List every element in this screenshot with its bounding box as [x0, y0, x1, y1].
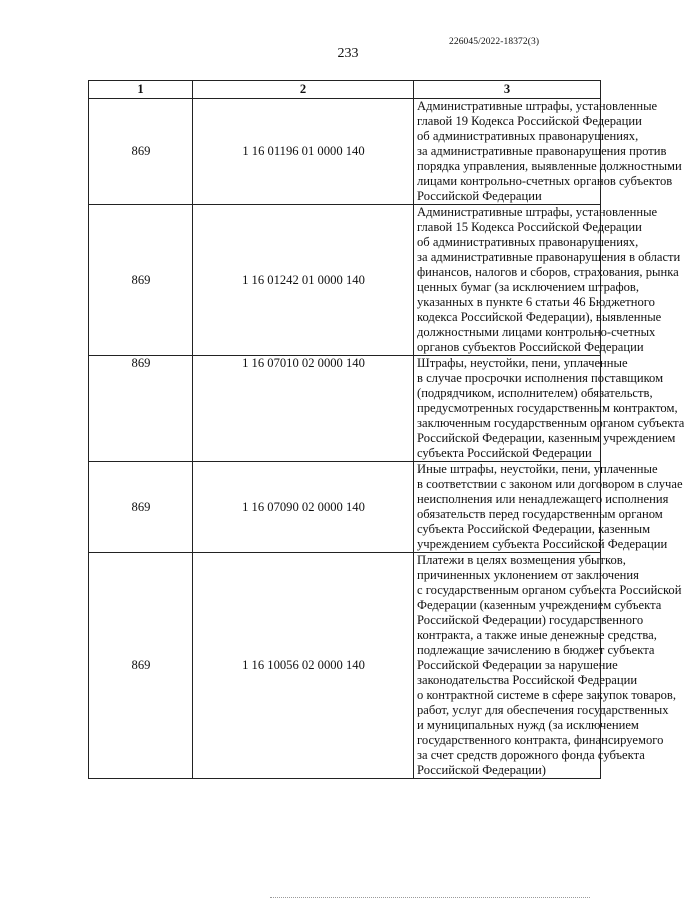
description-line: лицами контрольно-счетных органов субъектов — [417, 174, 673, 188]
description-line: законодательства Российской Федерации — [417, 673, 638, 687]
description-line: главой 15 Кодекса Российской Федерации — [417, 220, 642, 234]
description-line: указанных в пункте 6 статьи 46 Бюджетного — [417, 295, 655, 309]
table-header-row — [89, 81, 601, 99]
description-cell — [414, 462, 683, 553]
table-row — [89, 462, 601, 553]
admin-code-cell: 869 — [89, 205, 193, 356]
description-line: Федерации (казенным учреждением субъекта — [417, 598, 662, 612]
description-line: ценных бумаг (за исключением штрафов, — [417, 280, 640, 294]
admin-code-cell: 869 — [89, 356, 193, 462]
description-line: учреждением субъекта Российской Федерации — [417, 537, 668, 551]
admin-code-cell: 869 — [89, 99, 193, 205]
table-row — [89, 356, 601, 462]
table-row — [89, 205, 601, 356]
description-line: государственного контракта, финансируемого — [417, 733, 664, 747]
description-cell — [414, 99, 682, 205]
description-line: в соответствии с законом или договором в случае — [417, 477, 683, 491]
description-line: с государственным органом субъекта Российской — [417, 583, 682, 597]
description-line: Российской Федерации — [417, 189, 542, 203]
description-line: субъекта Российской Федерации, казенным — [417, 522, 651, 536]
admin-code-cell: 869 — [89, 553, 193, 779]
budget-classification-table — [88, 80, 684, 779]
description-line: порядка управления, выявленные должностными — [417, 159, 682, 173]
description-cell — [414, 205, 681, 356]
description-line: обязательств перед государственным органом — [417, 507, 663, 521]
description-line: Штрафы, неустойки, пени, уплаченные — [417, 356, 628, 370]
column-header-1: 1 — [89, 81, 193, 99]
scan-footer-artifact — [270, 897, 590, 900]
budget-code-cell: 1 16 07090 02 0000 140 — [193, 462, 414, 553]
admin-code-cell: 869 — [89, 462, 193, 553]
budget-code-cell: 1 16 07010 02 0000 140 — [193, 356, 414, 462]
description-line: об административных правонарушениях, — [417, 129, 639, 143]
column-header-2: 2 — [193, 81, 414, 99]
column-header-3: 3 — [414, 81, 601, 99]
description-line: Иные штрафы, неустойки, пени, уплаченные — [417, 462, 658, 476]
description-line: за счет средств дорожного фонда субъекта — [417, 748, 645, 762]
description-line: контракта, а также иные денежные средства, — [417, 628, 657, 642]
table-row — [89, 99, 601, 205]
description-line: (подрядчиком, исполнителем) обязательств, — [417, 386, 653, 400]
description-line: Российской Федерации за нарушение — [417, 658, 618, 672]
description-line: за административные правонарушения в области — [417, 250, 681, 264]
description-line: Российской Федерации, казенным учреждением — [417, 431, 676, 445]
description-line: неисполнения или ненадлежащего исполнения — [417, 492, 669, 506]
budget-code-cell: 1 16 01242 01 0000 140 — [193, 205, 414, 356]
description-line: о контрактной системе в сфере закупок товаров, — [417, 688, 677, 702]
description-line: субъекта Российской Федерации — [417, 446, 592, 460]
description-line: Административные штрафы, установленные — [417, 205, 658, 219]
budget-code-cell: 1 16 01196 01 0000 140 — [193, 99, 414, 205]
description-cell — [414, 553, 682, 779]
description-line: главой 19 Кодекса Российской Федерации — [417, 114, 642, 128]
description-line: подлежащие зачислению в бюджет субъекта — [417, 643, 655, 657]
description-line: Российской Федерации) государственного — [417, 613, 644, 627]
budget-code-cell: 1 16 10056 02 0000 140 — [193, 553, 414, 779]
description-cell — [414, 356, 684, 462]
table-row — [89, 553, 601, 779]
description-line: Платежи в целях возмещения убытков, — [417, 553, 626, 567]
description-line: кодекса Российской Федерации), выявленные — [417, 310, 662, 324]
description-line: Российской Федерации) — [417, 763, 546, 777]
description-line: в случае просрочки исполнения поставщиком — [417, 371, 664, 385]
description-line: работ, услуг для обеспечения государственных — [417, 703, 669, 717]
description-line: за административные правонарушения против — [417, 144, 667, 158]
description-line: органов субъектов Российской Федерации — [417, 340, 644, 354]
description-line: причиненных уклонением от заключения — [417, 568, 639, 582]
description-line: предусмотренных государственным контрактом, — [417, 401, 678, 415]
description-line: заключенным государственным органом субъекта — [417, 416, 684, 430]
description-line: должностными лицами контрольно-счетных — [417, 325, 656, 339]
page-number: 233 — [337, 46, 359, 61]
description-line: финансов, налогов и сборов, страхования, рынка — [417, 265, 679, 279]
description-line: Административные штрафы, установленные — [417, 99, 658, 113]
document-reference-number: 226045/2022-18372(3) — [449, 37, 540, 47]
description-line: об административных правонарушениях, — [417, 235, 639, 249]
description-line: и муниципальных нужд (за исключением — [417, 718, 639, 732]
